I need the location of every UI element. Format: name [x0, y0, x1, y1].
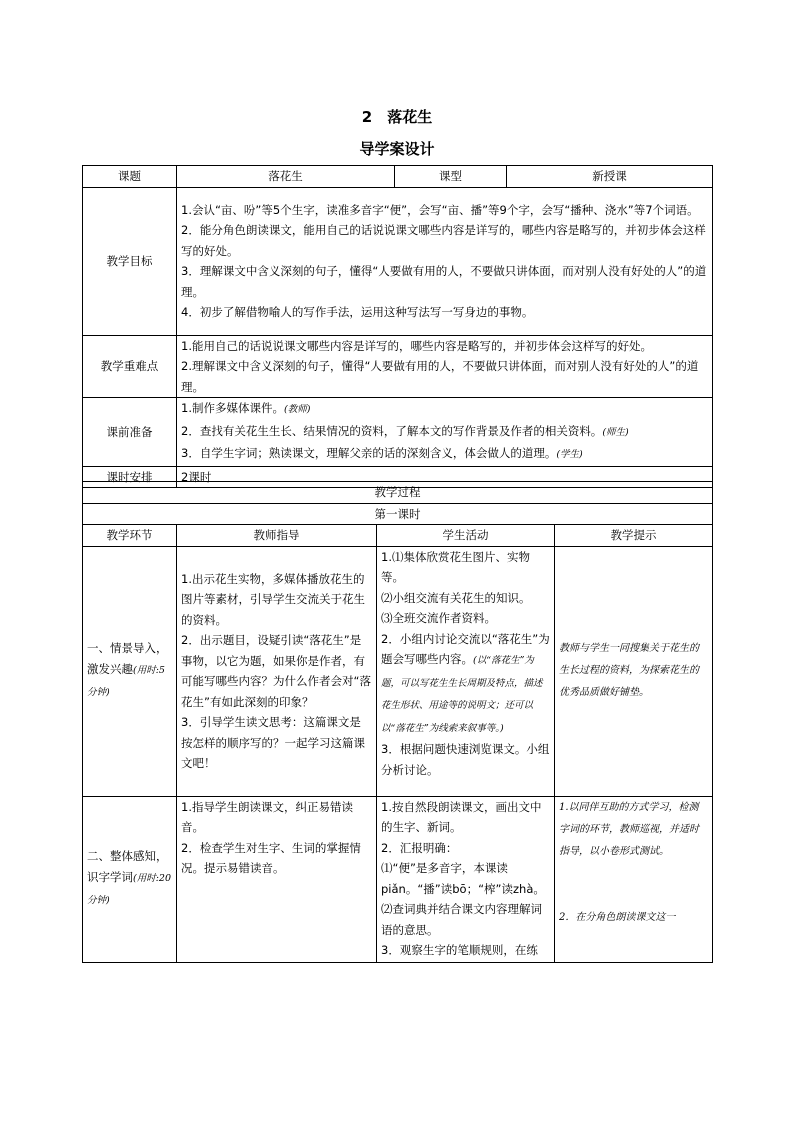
tip-item: 2．在分角色朗读课文这一 — [559, 911, 676, 923]
focus-item: 2.理解课文中含义深刻的句子，懂得“人要做有用的人，不要做只讲体面，而对别人没有好处的人”的道理。 — [181, 359, 699, 394]
student-item: ⑶全班交流作者资料。 — [381, 611, 496, 625]
teacher-item: 3．引导学生读文思考：这篇课文是按怎样的顺序写的？一起学习这篇课文吧！ — [181, 715, 365, 770]
goal-item: 1.会认“亩、吩”等5个生字，读准多音字“便”，会写“亩、播”等9个字，会写“播种、浇水”等7个词语。 — [181, 202, 699, 217]
teacher-item: 2．检查学生对生字、生词的掌握情况。提示易错读音。 — [181, 840, 361, 875]
teacher-cell — [177, 546, 377, 796]
lesson-info-table — [82, 165, 713, 488]
prep-item: 2．查找有关花生生长、结果情况的资料，了解本文的写作背景及作者的相关资料。(师生) — [181, 423, 629, 438]
prep-item: 1.制作多媒体课件。(教师) — [181, 401, 311, 415]
column-header-stage: 教学环节 — [83, 525, 177, 547]
goal-item: 3．理解课文中含义深刻的句子，懂得“人要做有用的人，不要做只讲体面，而对别人没有好处的人”的道理。 — [181, 264, 707, 299]
teacher-item: 1.指导学生朗读课文，纠正易错读音。 — [181, 799, 353, 834]
student-item: 2．汇报明确： — [381, 840, 458, 855]
stage-cell: 二、整体感知，识字学词(用时:20分钟) — [83, 796, 177, 962]
focus-label: 教学重难点 — [83, 335, 177, 398]
stage-cell: 一、情景导入，激发兴趣(用时:5分钟) — [83, 546, 177, 796]
student-item: ⑴“便”是多音字，本课读piǎn。“播”读bō；“榨”读zhà。 — [381, 861, 545, 896]
student-item: 3．根据问题快速浏览课文。小组分析讨论。 — [381, 742, 550, 777]
prep-label: 课前准备 — [83, 398, 177, 467]
student-cell — [377, 546, 555, 796]
student-item: 3．观察生字的笔顺规则，在练 — [381, 943, 538, 957]
tip-cell — [555, 796, 713, 962]
teaching-process-table — [82, 481, 713, 963]
lesson-title: 2 落花生 — [361, 108, 433, 126]
student-cell — [377, 796, 555, 962]
goals-label: 教学目标 — [83, 187, 177, 335]
table-row — [83, 546, 713, 796]
teacher-item: 1.出示花生实物，多媒体播放花生的图片等素材，引导学生交流关于花生的资料。 — [181, 571, 365, 627]
focus-cell — [177, 335, 713, 398]
hours-label: 课时安排 — [83, 466, 177, 488]
teacher-item: 2．出示题目，设疑引读“落花生”是事物，以它为题，如果你是作者，有可能写哪些内容？为什么作者会对“落花生”有如此深刻的印象？ — [181, 633, 371, 709]
prep-item: 3．自学生字词；熟读课文，理解父亲的话的深刻含义，体会做人的道理。(学生) — [181, 446, 583, 460]
prep-cell — [177, 398, 713, 467]
student-item: 1.⑴集体欣赏花生图片、实物等。 — [381, 549, 530, 584]
topic-label: 课题 — [83, 166, 177, 188]
student-item: 2．小组内讨论交流以“落花生”为题会写哪些内容。(以“落花生”为题，可以写花生生长周期及特点，描述花生形状、用途等的说明文；还可以以“落花生”为线索来叙事等。) — [381, 631, 550, 734]
document-subtitle: 导学案设计 — [359, 140, 435, 158]
process-title: 教学过程 — [83, 482, 713, 504]
type-value: 新授课 — [507, 166, 713, 188]
column-header-teacher: 教师指导 — [177, 525, 377, 547]
student-item: 1.按自然段朗读课文，画出文中的生字、新词。 — [381, 799, 542, 834]
topic-value: 落花生 — [177, 166, 395, 188]
tip-item: 1.以同伴互助的方式学习，检测字词的环节，教师巡视，并适时指导，以小卷形式测试。 — [559, 801, 699, 857]
teacher-cell — [177, 796, 377, 962]
hours-value: 2课时 — [177, 466, 713, 488]
column-header-student: 学生活动 — [377, 525, 555, 547]
column-header-tip: 教学提示 — [555, 525, 713, 547]
type-label: 课型 — [395, 166, 507, 188]
focus-item: 1.能用自己的话说说课文哪些内容是详写的，哪些内容是略写的，并初步体会这样写的好处。 — [181, 338, 652, 353]
goal-item: 2．能分角色朗读课文，能用自己的话说说课文哪些内容是详写的，哪些内容是略写的，并初步体会这样写的好处。 — [181, 223, 706, 258]
student-item: ⑵小组交流有关花生的知识。 — [381, 590, 531, 605]
table-row — [83, 796, 713, 962]
goals-cell — [177, 187, 713, 335]
period-title: 第一课时 — [83, 503, 713, 525]
tip-cell — [555, 546, 713, 796]
tip-item: 教师与学生一同搜集关于花生的生长过程的资料，为探索花生的优秀品质做好铺垫。 — [559, 643, 699, 698]
goal-item: 4．初步了解借物喻人的写作手法，运用这种写法写一写身边的事物。 — [181, 305, 534, 319]
student-item: ⑵查词典并结合课文内容理解词语的意思。 — [381, 902, 542, 937]
